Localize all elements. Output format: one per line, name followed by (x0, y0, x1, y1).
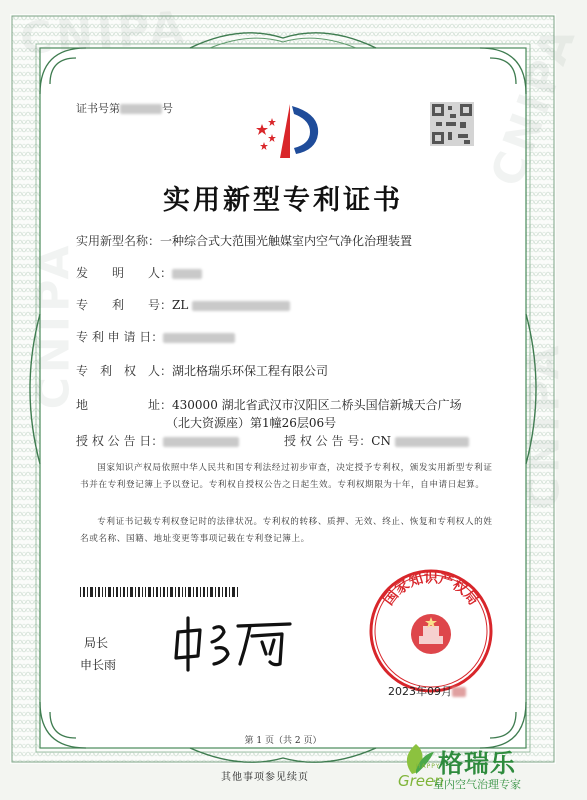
address-label: 地 址： (76, 398, 173, 412)
director-signature (170, 612, 300, 672)
patent-no-label: 专 利 号： (76, 298, 173, 312)
grant-no-redacted (395, 437, 469, 447)
watermark-top: CNIPA (18, 2, 190, 65)
field-inventor (76, 264, 202, 281)
patent-no-redacted (192, 301, 290, 311)
address-line1: 430000 湖北省武汉市汉阳区二桥头国信新城天合广场 (172, 398, 462, 412)
cnipa-logo-icon (250, 96, 330, 166)
seal-date-text: 2023年09月 (388, 685, 452, 698)
inventor-label: 发 明 人： (76, 266, 173, 280)
address-line2: （北大资源座）第1幢26层06号 (166, 416, 337, 430)
footer-note: 其他事项参见续页 (221, 772, 309, 783)
certificate-number (76, 100, 173, 116)
watermark-right: CNIPA (481, 17, 587, 194)
grant-no-label: 授 权 公 告 号： (284, 434, 372, 448)
filing-date-redacted (163, 333, 235, 343)
brand-happy: HAPPY (416, 763, 441, 770)
field-grant-date (76, 432, 239, 449)
watermark-left: CNIPA (28, 241, 80, 410)
inventor-redacted (172, 269, 202, 279)
official-seal-icon (368, 568, 494, 694)
filing-date-label: 专 利 申 请 日： (76, 330, 164, 344)
certificate-number-label: 证书号第 (76, 102, 120, 115)
field-address-line2 (166, 414, 336, 431)
director-name: 申长雨 (80, 658, 117, 672)
field-filing-date (76, 328, 235, 345)
barcode-icon (80, 587, 240, 597)
field-patentee (76, 362, 328, 379)
seal-date-redacted (452, 687, 466, 697)
certificate-number-suffix: 号 (162, 102, 173, 115)
utility-model-name-label: 实用新型名称： (76, 234, 161, 248)
watermark-mid: CNIPA (518, 341, 570, 510)
certificate-title: 实用新型专利证书 (163, 185, 403, 216)
body-paragraph-2: 专利证书记载专利权登记时的法律状况。专利权的转移、质押、无效、终止、恢复和专利权人的姓名或名称、国籍、地址变更等事项记载在专利登记簿上。 (80, 517, 493, 544)
certificate-number-redacted (120, 104, 162, 114)
seal-text: 国家知识产权局 (380, 570, 482, 609)
field-utility-model-name (76, 232, 412, 249)
patentee-label: 专 利 权 人： (76, 364, 173, 378)
seal-date (388, 683, 466, 699)
body-paragraph-1: 国家知识产权局依照中华人民共和国专利法经过初步审查，决定授予专利权，颁发实用新型专利证书并在专利登记簿上予以登记。专利权自授权公告之日起生效。专利权期限为十年，自申请日起算。 (80, 463, 493, 490)
grant-no-prefix: CN (371, 434, 391, 448)
field-grant-no (284, 432, 469, 449)
brand-tagline: 室内空气治理专家 (433, 778, 521, 791)
qr-code-icon (430, 102, 474, 146)
leaf-icon (398, 740, 441, 776)
svg-text:国家知识产权局 (380, 569, 481, 608)
field-address (76, 396, 462, 413)
director-title: 局长 (84, 636, 109, 650)
grant-date-redacted (163, 437, 239, 447)
utility-model-name-value: 一种综合式大范围光触媒室内空气净化治理装置 (160, 234, 413, 248)
patent-no-prefix: ZL (172, 298, 189, 312)
page-number: 第 1 页（共 2 页） (244, 736, 322, 746)
brand-green: Green (398, 772, 444, 790)
brand-name: 格瑞乐 (438, 749, 517, 778)
grant-date-label: 授 权 公 告 日： (76, 434, 164, 448)
field-patent-no (76, 296, 290, 313)
patentee-value: 湖北格瑞乐环保工程有限公司 (172, 364, 329, 378)
